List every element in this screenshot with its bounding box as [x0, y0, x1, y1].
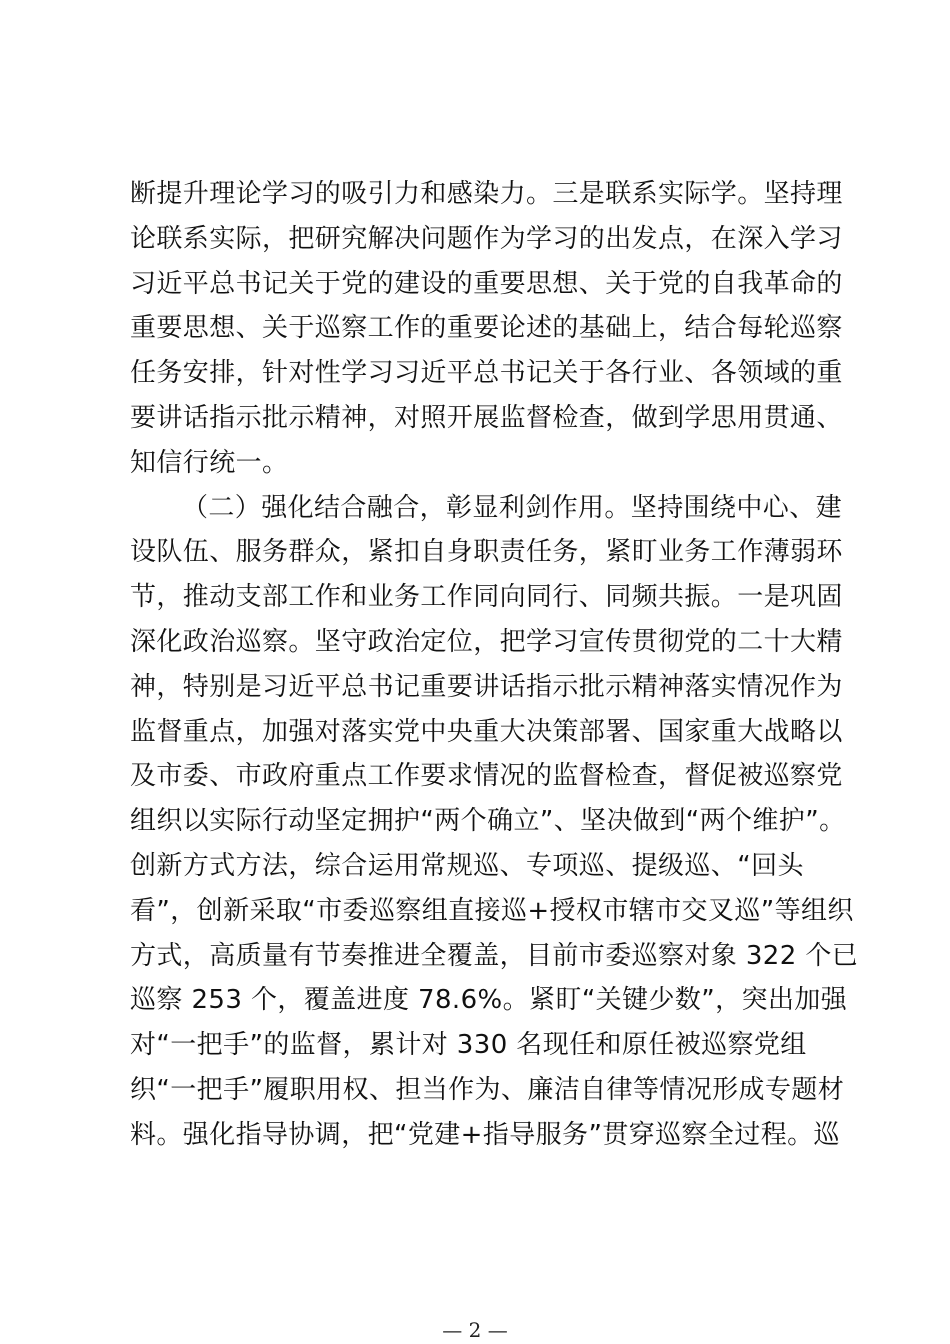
- text-line: 看”，创新采取“市委巡察组直接巡+授权市辖市交叉巡”等组织: [130, 895, 854, 926]
- text-line: 神，特别是习近平总书记重要讲话指示批示精神落实情况作为: [130, 671, 843, 702]
- text-line: 组织以实际行动坚定拥护“两个确立”、坚决做到“两个维护”。: [130, 806, 846, 837]
- text-line: 设队伍、服务群众，紧扣自身职责任务，紧盯业务工作薄弱环: [130, 537, 843, 568]
- text-line: 论联系实际，把研究解决问题作为学习的出发点，在深入学习: [130, 223, 843, 254]
- text-line: 料。强化指导协调，把“党建+指导服务”贯穿巡察全过程。巡: [130, 1119, 840, 1150]
- text-line: 对“一把手”的监督，累计对 330 名现任和原任被巡察党组: [130, 1030, 807, 1061]
- text-line: 习近平总书记关于党的建设的重要思想、关于党的自我革命的: [130, 268, 843, 299]
- text-line: 方式，高质量有节奏推进全覆盖，目前市委巡察对象 322 个已: [130, 940, 859, 971]
- text-line: 深化政治巡察。坚守政治定位，把学习宣传贯彻党的二十大精: [130, 626, 843, 657]
- page-number: — 2 —: [442, 1318, 508, 1342]
- text-line: 任务安排，针对性学习习近平总书记关于各行业、各领域的重: [130, 358, 843, 389]
- body-text: [130, 172, 859, 1158]
- text-line: 监督重点，加强对落实党中央重大决策部署、国家重大战略以: [130, 716, 843, 747]
- section-heading-line: （二）强化结合融合，彰显利剑作用。坚持围绕中心、建: [182, 492, 843, 523]
- text-line: 巡察 253 个，覆盖进度 78.6%。紧盯“关键少数”，突出加强: [130, 985, 848, 1016]
- text-line: 织“一把手”履职用权、担当作为、廉洁自律等情况形成专题材: [130, 1074, 845, 1105]
- text-line: 及市委、市政府重点工作要求情况的监督检查，督促被巡察党: [130, 761, 843, 792]
- text-line: 知信行统一。: [130, 447, 289, 478]
- text-line: 断提升理论学习的吸引力和感染力。三是联系实际学。坚持理: [130, 179, 843, 209]
- text-line: 重要思想、关于巡察工作的重要论述的基础上，结合每轮巡察: [130, 313, 843, 344]
- text-line: 创新方式方法，综合运用常规巡、专项巡、提级巡、“回头: [130, 850, 804, 881]
- text-line: 节，推动支部工作和业务工作同向同行、同频共振。一是巩固: [130, 582, 843, 613]
- text-line: 要讲话指示批示精神，对照开展监督检查，做到学思用贯通、: [130, 402, 843, 433]
